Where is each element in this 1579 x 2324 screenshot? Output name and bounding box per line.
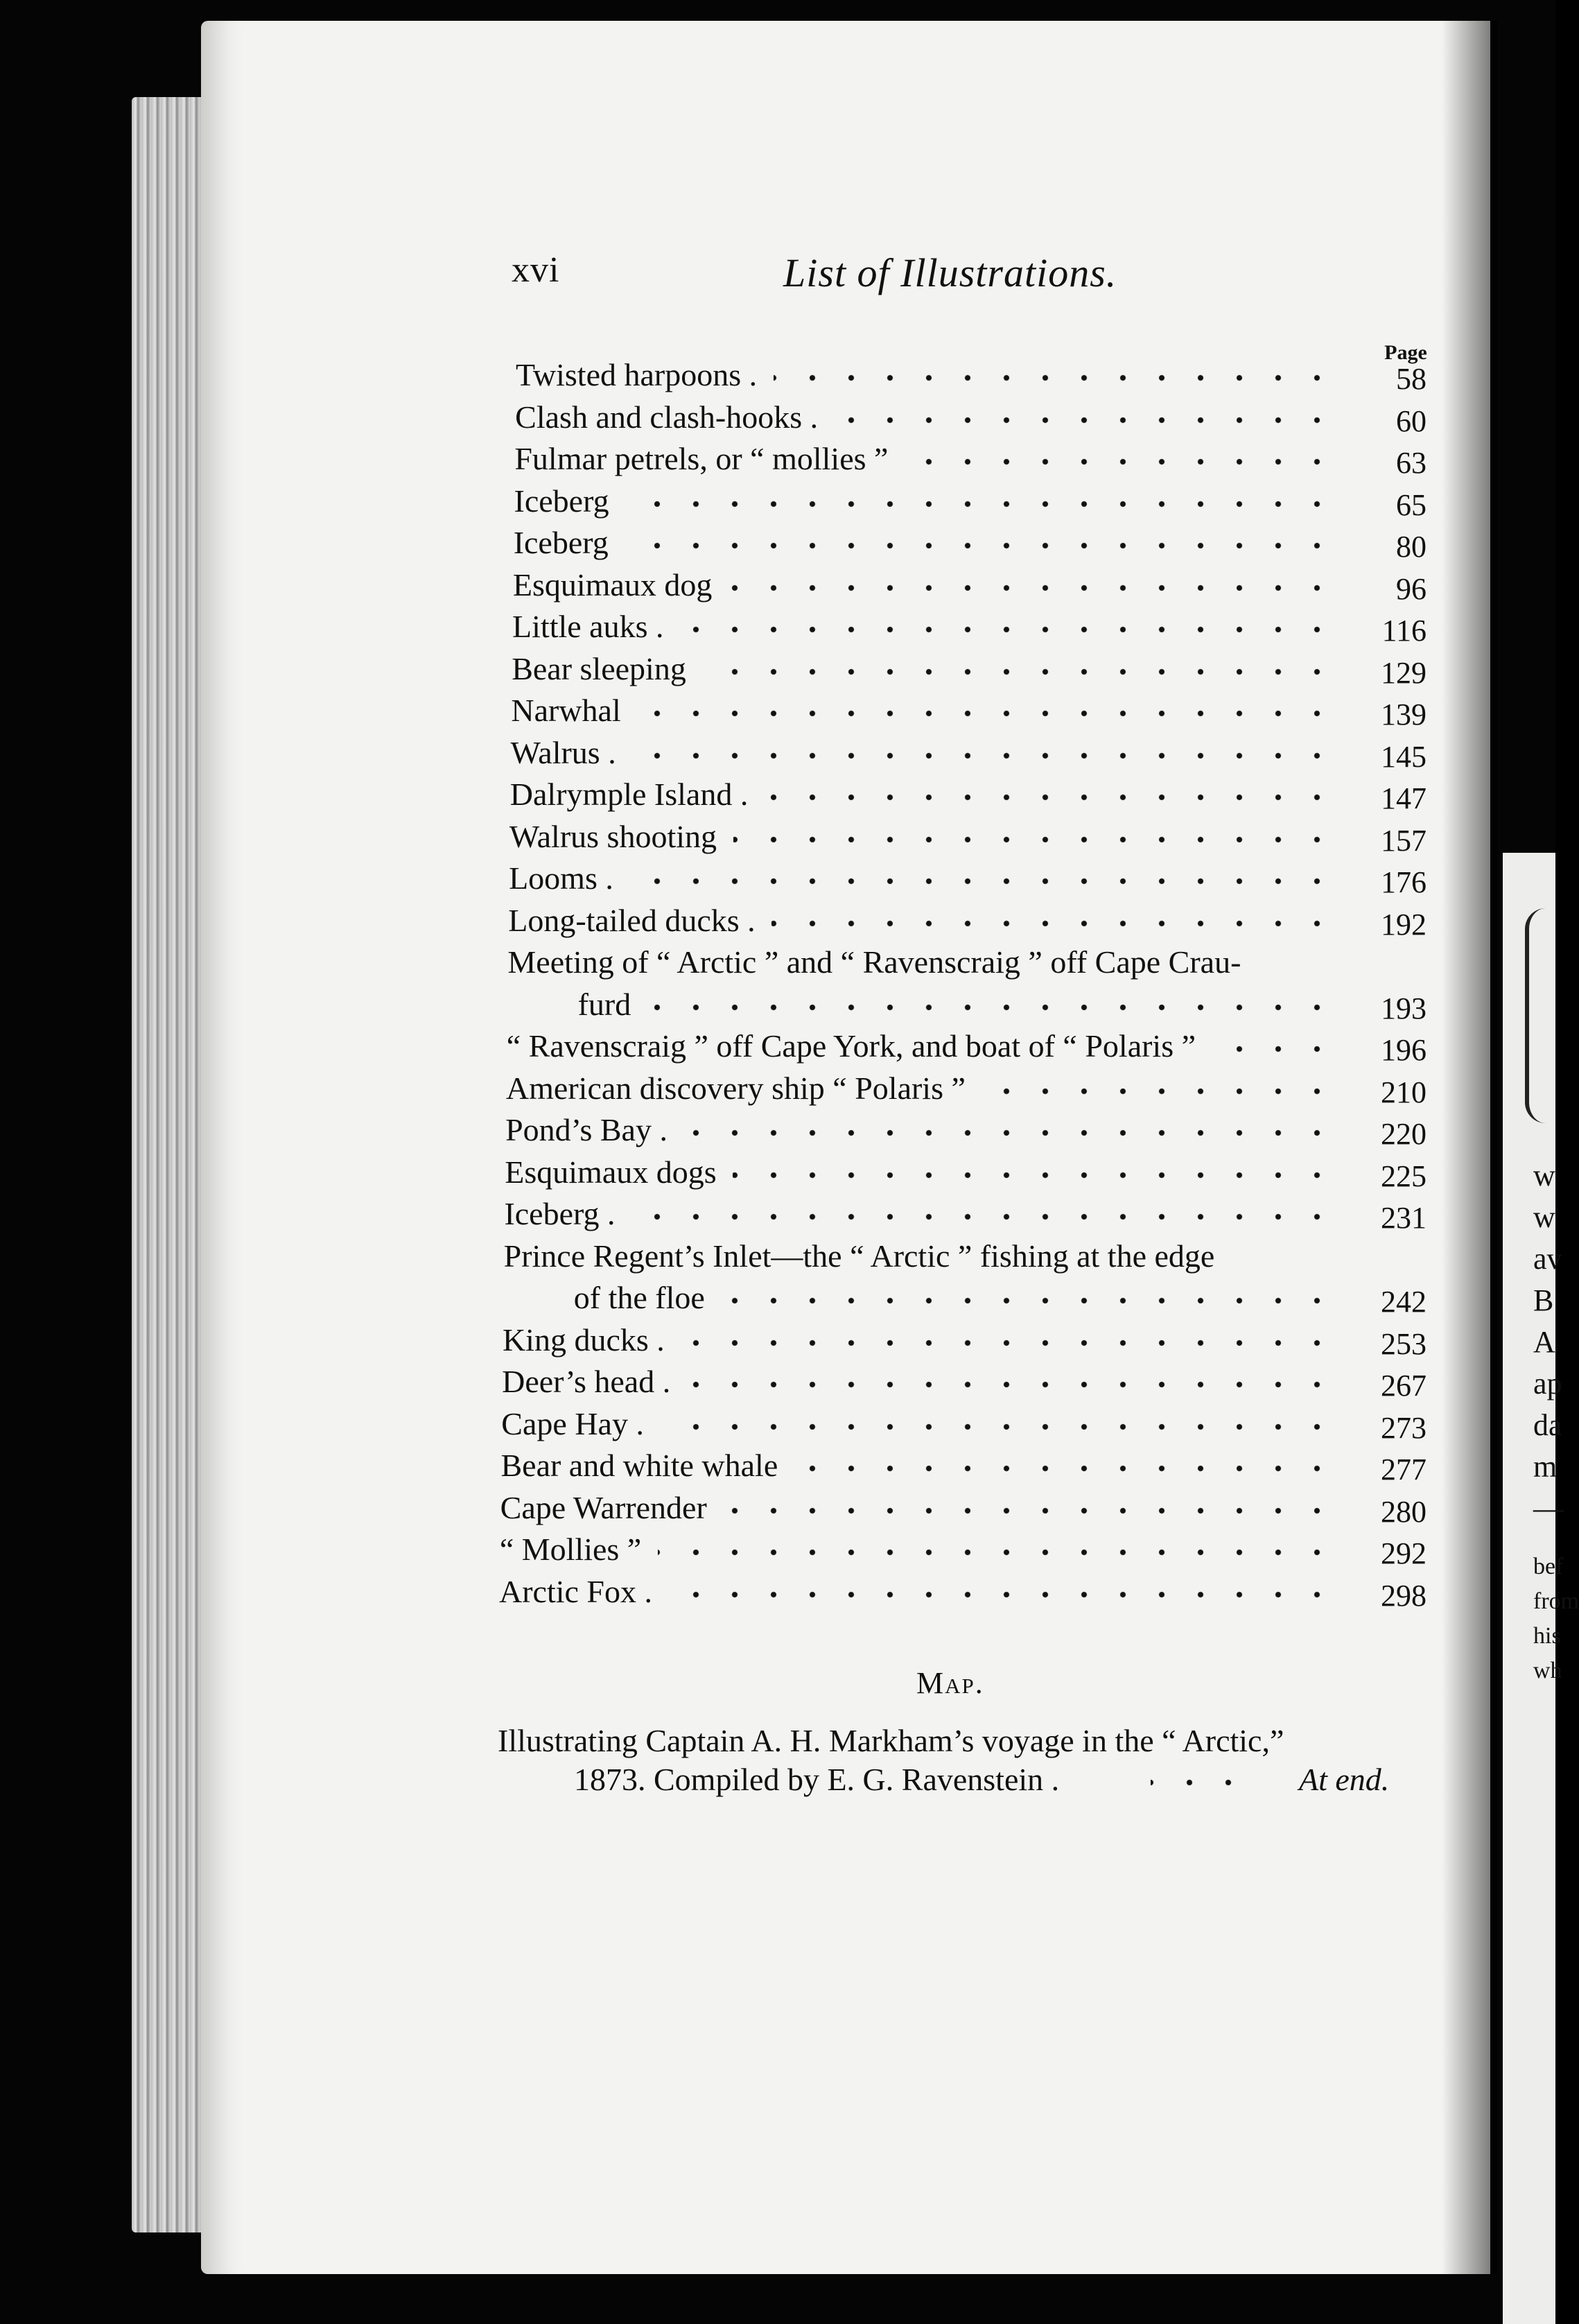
illustration-title: Esquimaux dog: [512, 566, 713, 602]
page-number: 58: [1396, 362, 1427, 396]
leader-dots: [648, 1003, 1336, 1012]
page-number: 193: [1381, 991, 1427, 1025]
page-number: 157: [1381, 823, 1427, 858]
illustration-title: Meeting of “ Arctic ” and “ Ravenscraig ” off Cape Crau-: [507, 944, 1241, 980]
leader-dots: [625, 541, 1336, 550]
page-number: 267: [1381, 1369, 1427, 1403]
facing-fragment: ap: [1533, 1367, 1562, 1401]
illustration-title: Iceberg .: [504, 1196, 616, 1231]
facing-fragment: B: [1533, 1283, 1554, 1317]
leader-dots: [905, 457, 1336, 467]
page-number: 292: [1381, 1536, 1427, 1570]
leader-dots: [681, 1338, 1336, 1348]
illustration-title: King ducks .: [502, 1321, 665, 1358]
facing-fragment: his: [1533, 1623, 1561, 1649]
illustration-title: Narwhal: [511, 693, 621, 728]
page-title: List of Illustrations.: [783, 250, 1117, 295]
map-description-line-1: Illustrating Captain A. H. Markham’s voyage in the “ Arctic,”: [498, 1723, 1284, 1758]
page-number: 298: [1381, 1578, 1427, 1613]
facing-fragment: —: [1533, 1491, 1564, 1525]
page-number: 96: [1396, 571, 1427, 606]
page-number: 65: [1396, 487, 1427, 522]
facing-fragment: da: [1533, 1408, 1562, 1442]
page-number: 231: [1381, 1201, 1427, 1235]
leader-dots: [729, 583, 1336, 593]
leader-dots: [733, 1170, 1336, 1180]
illustration-title: Bear sleeping: [512, 650, 686, 686]
leader-dots: [687, 1380, 1336, 1389]
facing-fragment: m: [1533, 1450, 1558, 1484]
leader-dots: [722, 1296, 1336, 1306]
page-number: 192: [1381, 907, 1427, 942]
illustration-title: Iceberg: [513, 525, 609, 560]
page-number: 273: [1381, 1410, 1427, 1445]
leader-dots: [661, 1422, 1336, 1432]
page-column-label: Page: [1384, 341, 1427, 364]
page-number: 277: [1381, 1452, 1427, 1486]
illustration-title: Clash and clash-hooks .: [515, 399, 819, 435]
illustration-title: “ Mollies ”: [499, 1532, 642, 1567]
illustration-title: Twisted harpoons .: [516, 357, 758, 392]
leader-dots: [724, 1506, 1336, 1516]
page-number: 116: [1381, 614, 1427, 648]
illustration-title: Walrus shooting: [509, 818, 717, 854]
leader-dots: [637, 709, 1336, 718]
leader-dots: [982, 1086, 1336, 1096]
facing-fragment: w: [1533, 1200, 1555, 1234]
leader-dots: [630, 876, 1336, 886]
illustration-title: Cape Hay .: [501, 1405, 644, 1441]
facing-fragment: av: [1533, 1242, 1562, 1276]
illustration-title-continued: of the floe: [573, 1280, 705, 1315]
leader-dots: [771, 919, 1336, 928]
map-description-line-2: 1873. Compiled by E. G. Ravenstein .: [574, 1762, 1060, 1797]
page-number: 225: [1381, 1159, 1427, 1193]
facing-fragment: bef: [1533, 1554, 1564, 1579]
page-number: 253: [1381, 1326, 1427, 1361]
illustration-title: Cape Warrender: [500, 1489, 707, 1525]
leader-dots: [684, 1128, 1336, 1138]
page-number: 63: [1396, 446, 1427, 480]
facing-fragment: wh: [1533, 1658, 1562, 1683]
illustration-title: Looms .: [509, 860, 613, 896]
illustration-title: Prince Regent’s Inlet—the “ Arctic ” fishing at the edge: [503, 1238, 1215, 1274]
page-number: 220: [1381, 1117, 1427, 1151]
leader-dots: [835, 415, 1336, 425]
leader-dots: [626, 499, 1336, 509]
illustration-title-continued: furd: [577, 986, 631, 1022]
page-number: 80: [1396, 530, 1427, 564]
leader-dots: [633, 751, 1336, 761]
illustration-title: Iceberg: [514, 483, 609, 519]
illustration-title: Little auks .: [512, 609, 664, 644]
page-number: 196: [1381, 1033, 1427, 1067]
map-heading: Map.: [916, 1666, 984, 1700]
page-number: 147: [1381, 781, 1427, 815]
illustration-title: “ Ravenscraig ” off Cape York, and boat of “ Polaris ”: [506, 1028, 1196, 1064]
illustration-title: Dalrymple Island .: [509, 777, 749, 812]
leader-dots: [774, 373, 1336, 383]
page-number: 242: [1381, 1285, 1427, 1319]
map-location: At end.: [1299, 1762, 1390, 1797]
illustration-title: Long-tailed ducks .: [508, 902, 756, 938]
page-number: 210: [1381, 1075, 1427, 1109]
facing-fragment: w: [1533, 1159, 1555, 1193]
leader-dots: [733, 835, 1336, 844]
illustration-title: Fulmar petrels, or “ mollies ”: [514, 441, 889, 476]
leader-dots: [1151, 1778, 1248, 1787]
illustration-title: American discovery ship “ Polaris ”: [505, 1070, 966, 1106]
leader-dots: [658, 1547, 1336, 1557]
illustration-title: Arctic Fox .: [499, 1573, 653, 1609]
page-number: 280: [1381, 1494, 1427, 1529]
leader-dots: [631, 1212, 1336, 1222]
page-number: 139: [1381, 697, 1427, 731]
leader-dots: [1212, 1044, 1336, 1054]
illustration-title: Bear and white whale: [500, 1448, 778, 1483]
leader-dots: [794, 1464, 1336, 1473]
illustration-title: Pond’s Bay .: [505, 1112, 668, 1147]
page-number: 129: [1381, 655, 1427, 690]
page-folio: xvi: [512, 250, 560, 290]
leader-dots: [680, 625, 1336, 634]
facing-fragment: from: [1533, 1588, 1579, 1614]
leader-dots: [669, 1590, 1336, 1599]
illustration-title: Deer’s head .: [502, 1364, 671, 1399]
page-number: 145: [1381, 739, 1427, 774]
leader-dots: [703, 667, 1336, 677]
illustration-title: Walrus .: [510, 734, 616, 770]
facing-fragment: A: [1533, 1325, 1555, 1359]
leader-dots: [765, 792, 1336, 802]
illustration-title: Esquimaux dogs: [505, 1154, 717, 1190]
page-number: 176: [1381, 865, 1427, 899]
page-number: 60: [1396, 404, 1427, 438]
